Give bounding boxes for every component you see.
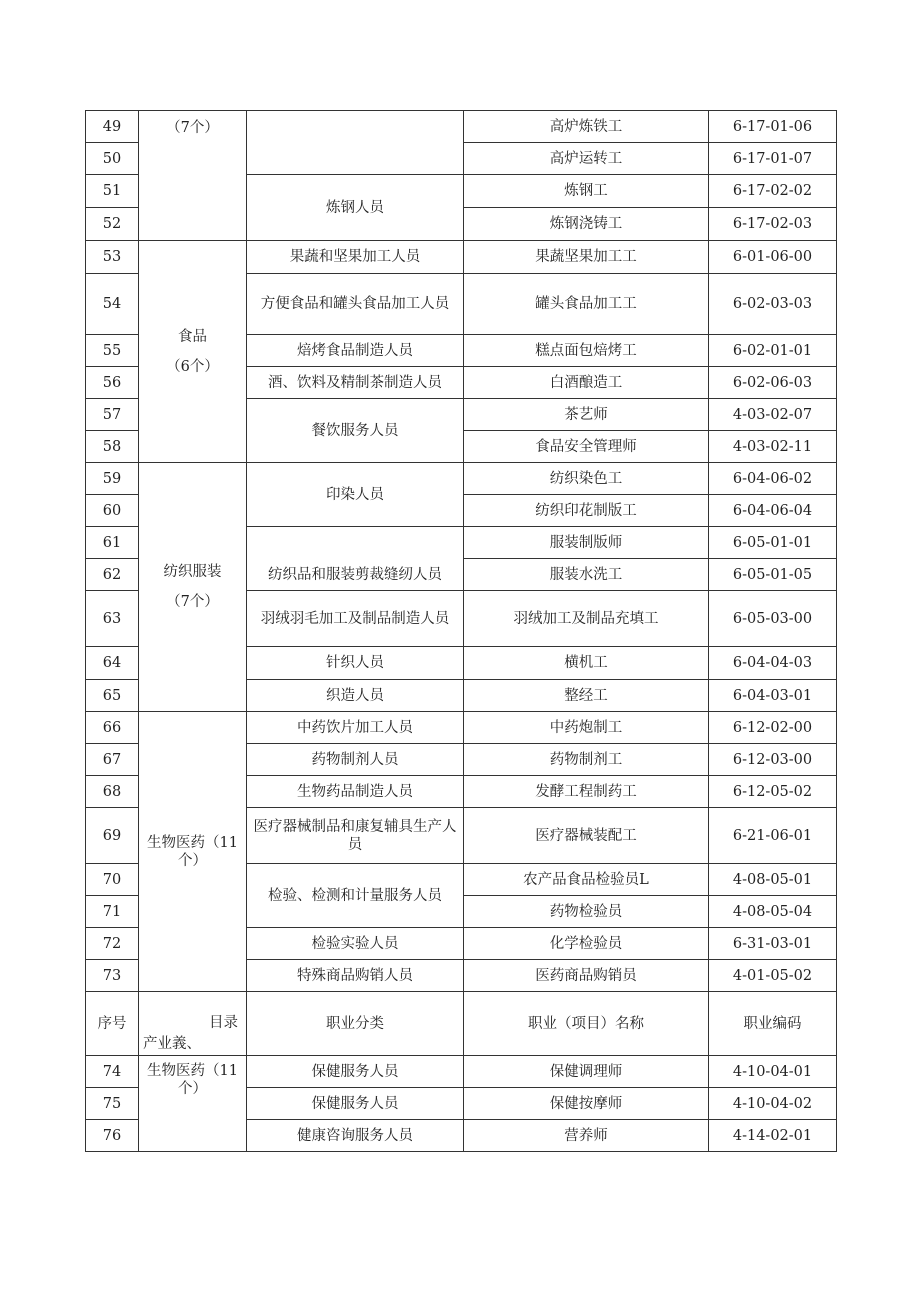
occupation-code: 4-01-05-02 bbox=[709, 960, 837, 992]
occupation-code: 4-10-04-02 bbox=[709, 1088, 837, 1120]
class-knitting: 针织人员 bbox=[247, 647, 464, 680]
row-no: 72 bbox=[86, 928, 139, 960]
occupation-name: 高炉炼铁工 bbox=[464, 111, 709, 143]
class-weaving: 织造人员 bbox=[247, 680, 464, 712]
occupation-code: 6-12-03-00 bbox=[709, 744, 837, 776]
row-no: 67 bbox=[86, 744, 139, 776]
class-pharma: 药物制剂人员 bbox=[247, 744, 464, 776]
occupation-code: 4-14-02-01 bbox=[709, 1120, 837, 1152]
row-no: 58 bbox=[86, 431, 139, 463]
occupation-code: 6-05-01-05 bbox=[709, 559, 837, 591]
occupation-code: 4-08-05-01 bbox=[709, 864, 837, 896]
class-inspection: 检验、检测和计量服务人员 bbox=[247, 864, 464, 928]
row-no: 65 bbox=[86, 680, 139, 712]
occupation-code: 6-31-03-01 bbox=[709, 928, 837, 960]
occupation-code: 6-21-06-01 bbox=[709, 808, 837, 864]
industry-count: （6个） bbox=[166, 358, 219, 375]
industry-steel: （7个） bbox=[139, 111, 247, 241]
occupation-name: 纺织印花制版工 bbox=[464, 495, 709, 527]
occupation-code: 6-04-06-04 bbox=[709, 495, 837, 527]
occupation-name: 食品安全管理师 bbox=[464, 431, 709, 463]
occupation-code: 6-12-05-02 bbox=[709, 776, 837, 808]
class-catering: 餐饮服务人员 bbox=[247, 399, 464, 463]
row-no: 74 bbox=[86, 1056, 139, 1088]
occupation-code: 6-01-06-00 bbox=[709, 241, 837, 274]
row-no: 49 bbox=[86, 111, 139, 143]
occupation-code: 6-02-03-03 bbox=[709, 274, 837, 335]
industry-food bbox=[139, 241, 247, 463]
row-no: 64 bbox=[86, 647, 139, 680]
table-row bbox=[86, 712, 837, 744]
class-canned: 方便食品和罐头食品加工人员 bbox=[247, 274, 464, 335]
row-no: 51 bbox=[86, 175, 139, 208]
occupation-name: 医药商品购销员 bbox=[464, 960, 709, 992]
row-no: 70 bbox=[86, 864, 139, 896]
row-no: 59 bbox=[86, 463, 139, 495]
occupation-name: 化学检验员 bbox=[464, 928, 709, 960]
row-no: 66 bbox=[86, 712, 139, 744]
class-down: 羽绒羽毛加工及制品制造人员 bbox=[247, 591, 464, 647]
occupation-code: 6-04-03-01 bbox=[709, 680, 837, 712]
occupation-name: 白酒酿造工 bbox=[464, 367, 709, 399]
occupation-name: 保健按摩师 bbox=[464, 1088, 709, 1120]
table-row bbox=[86, 111, 837, 143]
occupation-name: 服装水洗工 bbox=[464, 559, 709, 591]
class-biopharma: 生物药品制造人员 bbox=[247, 776, 464, 808]
industry-textile bbox=[139, 463, 247, 712]
header-industry-a: 目录 bbox=[209, 1015, 238, 1031]
row-no: 62 bbox=[86, 559, 139, 591]
row-no: 68 bbox=[86, 776, 139, 808]
header-code: 职业编码 bbox=[709, 992, 837, 1056]
occupation-name: 保健调理师 bbox=[464, 1056, 709, 1088]
occupation-code: 6-17-01-07 bbox=[709, 143, 837, 175]
occupation-name: 纺织染色工 bbox=[464, 463, 709, 495]
occupation-name: 茶艺师 bbox=[464, 399, 709, 431]
occupation-name: 服装制版师 bbox=[464, 527, 709, 559]
industry-name: 纺织服装 bbox=[163, 564, 222, 580]
header-industry bbox=[139, 992, 247, 1056]
row-no: 52 bbox=[86, 208, 139, 241]
class-tcm: 中药饮片加工人员 bbox=[247, 712, 464, 744]
occupation-name: 农产品食品检验员L bbox=[464, 864, 709, 896]
table-row bbox=[86, 241, 837, 274]
occupation-code: 6-04-06-02 bbox=[709, 463, 837, 495]
class-steelmaking: 炼钢人员 bbox=[247, 175, 464, 241]
table-row bbox=[86, 1056, 837, 1088]
occupation-code: 6-05-03-00 bbox=[709, 591, 837, 647]
occupation-code: 6-02-06-03 bbox=[709, 367, 837, 399]
header-industry-b: 产业義、 bbox=[143, 1036, 201, 1052]
class-dyeing: 印染人员 bbox=[247, 463, 464, 527]
row-no: 50 bbox=[86, 143, 139, 175]
industry-bio: 生物医药（11个） bbox=[139, 712, 247, 992]
row-no: 73 bbox=[86, 960, 139, 992]
table-row bbox=[86, 463, 837, 495]
row-no: 56 bbox=[86, 367, 139, 399]
row-no: 54 bbox=[86, 274, 139, 335]
occupation-name: 药物检验员 bbox=[464, 896, 709, 928]
occupation-code: 4-08-05-04 bbox=[709, 896, 837, 928]
header-no: 序号 bbox=[86, 992, 139, 1056]
class-lab: 检验实验人员 bbox=[247, 928, 464, 960]
row-no: 63 bbox=[86, 591, 139, 647]
occupation-name: 糕点面包焙烤工 bbox=[464, 335, 709, 367]
occupation-name: 高炉运转工 bbox=[464, 143, 709, 175]
occupation-code: 6-02-01-01 bbox=[709, 335, 837, 367]
class-name: 健康咨询服务人员 bbox=[247, 1120, 464, 1152]
occupation-code: 6-17-02-02 bbox=[709, 175, 837, 208]
occupation-code: 4-03-02-07 bbox=[709, 399, 837, 431]
class-empty bbox=[247, 111, 464, 175]
class-sales: 特殊商品购销人员 bbox=[247, 960, 464, 992]
row-no: 53 bbox=[86, 241, 139, 274]
occupation-code: 4-03-02-11 bbox=[709, 431, 837, 463]
row-no: 57 bbox=[86, 399, 139, 431]
row-no: 60 bbox=[86, 495, 139, 527]
occupation-name: 营养师 bbox=[464, 1120, 709, 1152]
industry-count: （7个） bbox=[166, 594, 219, 610]
industry-name: 食品 bbox=[178, 328, 207, 345]
occupation-code: 6-04-04-03 bbox=[709, 647, 837, 680]
occupation-name: 医疗器械装配工 bbox=[464, 808, 709, 864]
occupation-code: 4-10-04-01 bbox=[709, 1056, 837, 1088]
occupation-name: 羽绒加工及制品充填工 bbox=[464, 591, 709, 647]
class-medical: 医疗器械制品和康复辅具生产人员 bbox=[247, 808, 464, 864]
occupation-table bbox=[85, 110, 837, 1152]
header-row bbox=[86, 992, 837, 1056]
header-occupation: 职业（项目）名称 bbox=[464, 992, 709, 1056]
occupation-name: 中药炮制工 bbox=[464, 712, 709, 744]
occupation-code: 6-17-02-03 bbox=[709, 208, 837, 241]
occupation-name: 炼钢浇铸工 bbox=[464, 208, 709, 241]
row-no: 71 bbox=[86, 896, 139, 928]
occupation-code: 6-05-01-01 bbox=[709, 527, 837, 559]
occupation-name: 果蔬坚果加工工 bbox=[464, 241, 709, 274]
class-name: 保健服务人员 bbox=[247, 1056, 464, 1088]
occupation-name: 炼钢工 bbox=[464, 175, 709, 208]
row-no: 76 bbox=[86, 1120, 139, 1152]
occupation-name: 整经工 bbox=[464, 680, 709, 712]
occupation-name: 药物制剂工 bbox=[464, 744, 709, 776]
row-no: 69 bbox=[86, 808, 139, 864]
occupation-code: 6-17-01-06 bbox=[709, 111, 837, 143]
row-no: 61 bbox=[86, 527, 139, 559]
occupation-code: 6-12-02-00 bbox=[709, 712, 837, 744]
class-fruit: 果蔬和坚果加工人员 bbox=[247, 241, 464, 274]
occupation-name: 发酵工程制药工 bbox=[464, 776, 709, 808]
occupation-name: 罐头食品加工工 bbox=[464, 274, 709, 335]
class-bakery: 焙烤食品制造人员 bbox=[247, 335, 464, 367]
occupation-name: 横机工 bbox=[464, 647, 709, 680]
industry-bio-2: 生物医药（11个） bbox=[139, 1056, 247, 1152]
row-no: 55 bbox=[86, 335, 139, 367]
class-liquor: 酒、饮料及精制茶制造人员 bbox=[247, 367, 464, 399]
class-garment: 纺织品和服装剪裁缝纫人员 bbox=[247, 527, 464, 591]
class-name: 保健服务人员 bbox=[247, 1088, 464, 1120]
header-class: 职业分类 bbox=[247, 992, 464, 1056]
row-no: 75 bbox=[86, 1088, 139, 1120]
